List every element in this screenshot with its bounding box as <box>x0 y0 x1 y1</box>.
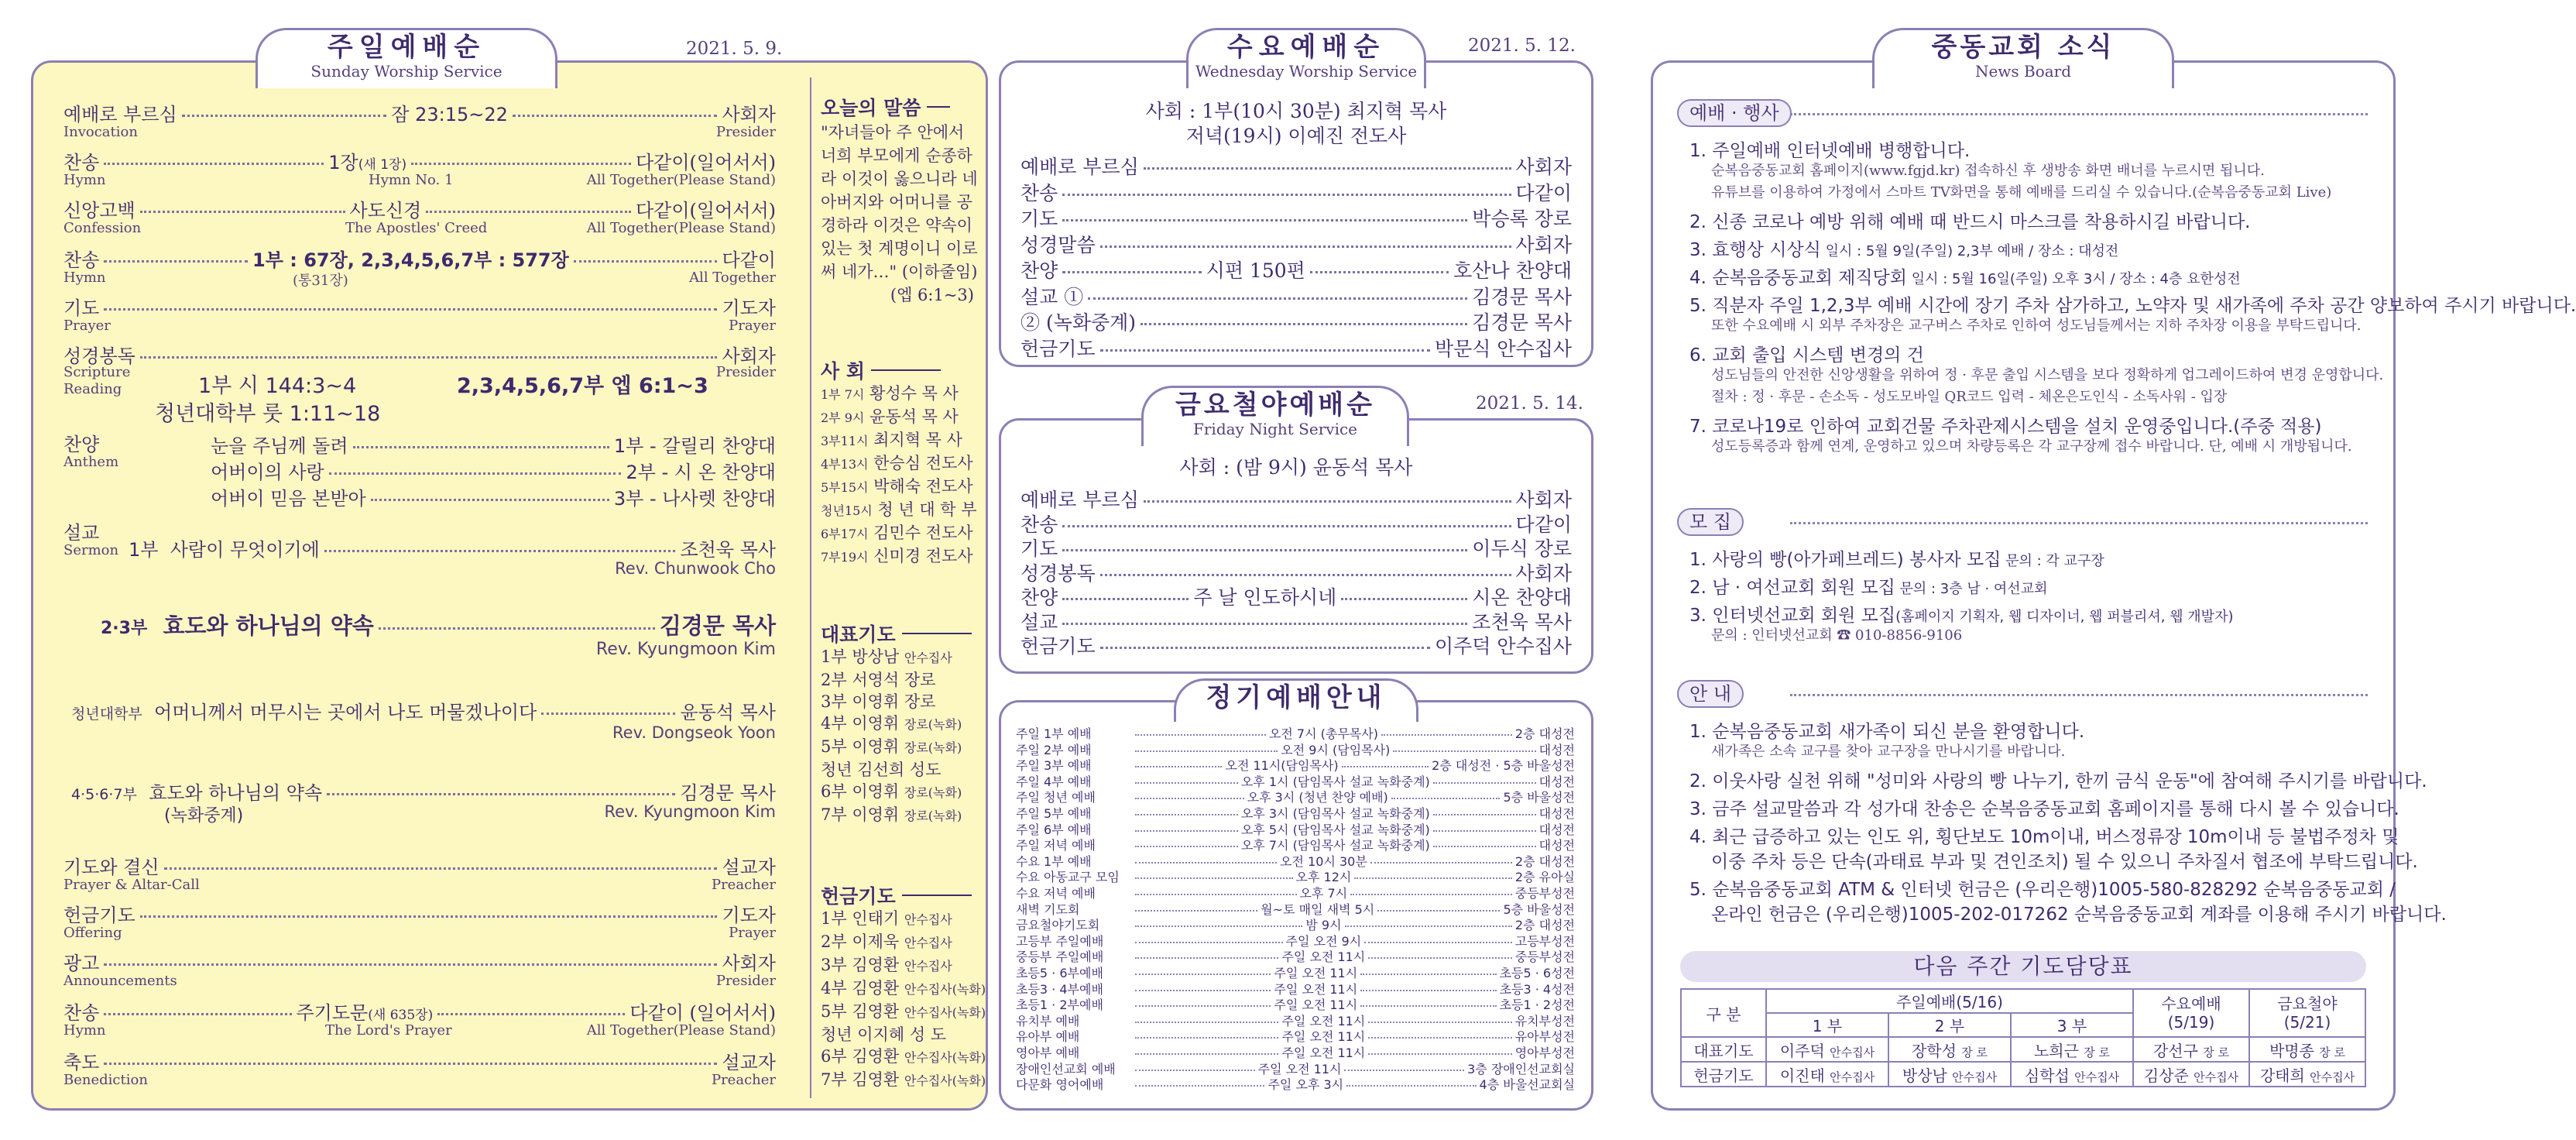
offering-prayer-list: 1부 인태기 안수집사 2부 이제욱 안수집사 3부 김영환 안수집사 4부 김영환 안수집사(녹화) 5부 김영환 안수집사(녹화) 청년 이지혜 성 도 6부 김영환 안수집사(녹화) 7부 김영환 안수집사(녹화) <box>821 909 986 1089</box>
section-guide: 안 내 <box>1677 680 1744 708</box>
bene-right-en: Preacher <box>711 1072 776 1088</box>
host-row: 청년15시 청 년 대 학 부 <box>821 500 977 519</box>
sunday-title-tab <box>256 28 557 88</box>
host-row: 5부15시 박해숙 전도사 <box>821 477 973 496</box>
friday-date: 2021. 5. 14. <box>1476 393 1583 414</box>
order-row: 성경말씀 사회자 <box>1020 233 1572 256</box>
schedule-title-tab <box>1174 678 1418 722</box>
scripture-en2: Reading <box>63 381 122 397</box>
hymn3-en: Hymn <box>63 1022 106 1039</box>
news-item: 7. 코로나19로 인하여 교회건물 주차관제시스템을 설치 운영중입니다.(주중 적용) <box>1689 417 2322 437</box>
host-heading: 사 회 <box>821 356 941 384</box>
sermon-4-en: Rev. Kyungmoon Kim <box>604 802 776 821</box>
news-item-detail: 순복음중동교회 홈페이지(www.fgjd.kr) 접속하신 후 생방송 화면 배너를 누르시면 됩니다. <box>1711 163 2265 179</box>
anthem-row-2: 어버이의 사랑 2부 - 시 온 찬양대 <box>211 462 776 483</box>
scripture-line-2: 청년대학부 룻 1:11~18 <box>155 402 381 426</box>
host-row: 4부13시 한승심 전도사 <box>821 454 973 472</box>
schedule-row: 초등5 · 6부예배 주일 오전 11시 초등5 · 6성전 <box>1016 966 1576 980</box>
news-item-line2: 온라인 헌금은 (우리은행)1005-202-017262 순복음중동교회 계좌를 이용해 주시기 바랍니다. <box>1711 905 2447 925</box>
news-item-detail: 성도등록증과 함께 연계, 운영하고 있으며 차량등록은 각 교구장께 접수 바랍니다. 단, 예배 시 개방됩니다. <box>1711 438 2352 455</box>
order-row: 기도 이두식 장로 <box>1020 537 1572 560</box>
news-item: 1. 순복음중동교회 새가족이 되신 분을 환영합니다. <box>1689 722 2085 742</box>
news-item: 2. 이웃사랑 실천 위해 "성미와 사랑의 빵 나누기, 한끼 금식 운동"에 참여해 주시기를 바랍니다. <box>1689 771 2427 791</box>
schedule-row: 고등부 주일예배 주일 오전 9시 고등부성전 <box>1016 933 1576 949</box>
news-title-tab <box>1872 28 2174 88</box>
hymn1-en: Hymn <box>63 172 106 188</box>
prayer-right-en: Prayer <box>729 318 776 334</box>
schedule-row: 유치부 예배 주일 오전 11시 유치부성전 <box>1016 1013 1575 1028</box>
order-row: 헌금기도 이주덕 안수집사 <box>1020 635 1572 658</box>
news-item-detail: 유튜브를 이용하여 가정에서 스마트 TV화면을 통해 예배를 드리실 수 있습니다.(순복음중동교회 Live) <box>1711 184 2332 201</box>
news-item-detail: 절차 : 정 · 후문 - 손소독 - 성도모바일 QR코드 입력 - 체온은도인식 - 소독사워 - 입장 <box>1711 389 2228 405</box>
section-divider <box>1790 522 2368 524</box>
schedule-row: 장애인선교회 예배 주일 오전 11시 3층 장애인선교회실 <box>1016 1061 1576 1076</box>
announce-right-en: Presider <box>715 973 776 989</box>
invocation-en: Invocation <box>63 124 138 140</box>
order-row: 예배로 부르심 사회자 <box>1020 489 1572 511</box>
order-offering: 헌금기도 기도자 <box>63 905 776 926</box>
host-row: 1부 7시 황성수 목 사 <box>821 384 959 403</box>
news-item: 3. 인터넷선교회 회원 모집(홈페이지 기획자, 웹 디자이너, 웹 퍼블리셔, 웹 개발자) <box>1689 606 2234 626</box>
duty-h-p2: 2 부 <box>1888 1013 2011 1037</box>
schedule-row: 수요 1부 예배 오전 10시 30분 2층 대성전 <box>1016 853 1575 869</box>
wednesday-host-1: 사회 : 1부(10시 30분) 최지혁 목사 <box>1145 100 1447 122</box>
schedule-row: 수요 아동교구 모임 오후 12시 2층 유아실 <box>1016 870 1576 885</box>
host-list <box>821 383 977 568</box>
duty-h-wed: 수요예배 (5/19) <box>2133 989 2249 1037</box>
sunday-date: 2021. 5. 9. <box>686 39 783 59</box>
invocation-right-en: Presider <box>715 124 776 140</box>
duty-row-offering: 헌금기도 이진태 안수집사 방상남 안수집사 심학섭 안수집사 김상준 안수집사 강태희 안수집사 <box>1681 1062 2365 1087</box>
wednesday-host-2: 저녁(19시) 이예진 전도사 <box>1185 125 1407 147</box>
order-row: 예배로 부르심 사회자 <box>1020 156 1572 178</box>
scripture-en1: Scripture <box>63 364 131 380</box>
sunday-divider <box>810 77 811 1098</box>
host-row: 7부19시 신미경 전도사 <box>821 547 973 565</box>
schedule-row: 금요철야기도회 밤 9시 2층 대성전 <box>1016 918 1575 933</box>
schedule-row: 주일 2부 예배 오전 9시 (담임목사) 대성전 <box>1016 742 1575 757</box>
rep-prayer-heading: 대표기도 <box>821 620 972 647</box>
news-item: 4. 순복음중동교회 제직당회 일시 : 5월 16일(주일) 오후 3시 / 장소 : 4층 요한성전 <box>1689 268 2241 288</box>
sermon-3-en: Rev. Dongseok Yoon <box>612 723 776 742</box>
duty-row-representative: 대표기도 이주덕 안수집사 장학성 장 로 노희근 장 로 강선구 장 로 박명종 장 로 <box>1681 1037 2365 1062</box>
todays-word-text: "자녀들아 주 안에서 너희 부모에게 순종하 라 이것이 옳으니라 네 아버지와 어머니를 공 경하라 이것은 약속이 있는 첫 계명이니 이로 써 네가…" (이하줄임) (엡 6:1~3) <box>821 123 978 304</box>
sermon-label: 설교 <box>63 522 100 544</box>
friday-title: 금요철야예배순 <box>1175 390 1375 421</box>
sermon-4: 4·5·6·7부 효도와 하나님의 약속 김경문 목사 <box>71 782 776 804</box>
news-item-detail: 성도님들의 안전한 신앙생활을 위하여 정 · 후문 출입 시스템을 보다 정확하게 업그레이드하여 변경 운영합니다. <box>1711 367 2384 383</box>
order-hymn-2: 찬송 1부 : 67장, 2,3,4,5,6,7부 : 577장 다같이 <box>63 249 776 271</box>
news-item: 3. 금주 설교말씀과 각 성가대 찬송은 순복음중동교회 홈페이지를 통해 다시 볼 수 있습니다. <box>1689 799 2399 819</box>
news-item-line2: 이중 주차 등은 단속(과태료 부과 및 견인조치) 될 수 있으니 주차질서 협조에 부탁드립니다. <box>1711 852 2418 872</box>
order-invocation: 예배로 부르심 잠 23:15~22 사회자 <box>63 104 776 125</box>
scripture-right-en: Presider <box>715 364 776 380</box>
sunday-title: 주일예배순 <box>327 32 486 63</box>
prayer-en: Prayer <box>63 318 111 334</box>
sermon-2-en: Rev. Kyungmoon Kim <box>595 640 776 659</box>
sermon-3: 청년대학부 어머니께서 머무시는 곳에서 나도 머물겠나이다 윤동석 목사 <box>71 702 776 723</box>
section-recruit: 모 집 <box>1677 508 1744 536</box>
news-item: 5. 직분자 주일 1,2,3부 예배 시간에 장기 주차 삼가하고, 노약자 및 새가족에 주차 공간 양보하여 주시기 바랍니다. <box>1689 296 2576 316</box>
order-row: 성경봉독 사회자 <box>1020 561 1572 585</box>
host-row: 6부17시 김민수 전도사 <box>821 524 973 542</box>
order-benediction: 축도 설교자 <box>63 1052 776 1073</box>
schedule-row: 새벽 기도회 월~토 매일 새벽 5시 5층 바울성전 <box>1016 901 1575 917</box>
order-confession: 신앙고백 사도신경 다같이(일어서서) <box>63 200 777 221</box>
todays-word-heading: 오늘의 말씀 <box>821 93 950 121</box>
order-hymn-1: 찬송 1장(새 1장) 다같이(일어서서) <box>63 152 777 173</box>
host-row: 3부11시 최지혁 목 사 <box>821 431 962 449</box>
schedule-row: 주일 3부 예배 오전 11시(담임목사) 2층 대성전 · 5층 바울성전 <box>1016 758 1575 774</box>
news-item: 4. 최근 급증하고 있는 인도 위, 횡단보도 10m이내, 버스정류장 10m이내 등 불법주정차 및 <box>1689 827 2399 847</box>
hymn2-right-en: All Together <box>689 270 776 286</box>
order-row: 기도 박승록 장로 <box>1020 208 1572 230</box>
schedule-row: 수요 저녁 예배 오후 7시 중등부성전 <box>1016 886 1576 901</box>
order-announcements: 광고 사회자 <box>63 953 776 974</box>
scripture-line-1b: 2,3,4,5,6,7부 엡 6:1~3 <box>457 374 708 398</box>
duty-h-p1: 1 부 <box>1766 1013 1888 1037</box>
order-row: 헌금기도 박문식 안수집사 <box>1020 337 1572 360</box>
creed-en: Confession <box>63 220 142 236</box>
altar-en: Prayer & Altar-Call <box>63 877 200 893</box>
news-title: 중동교회 소식 <box>1931 32 2115 63</box>
sunday-subtitle: Sunday Worship Service <box>310 62 503 81</box>
schedule-title: 정기예배안내 <box>1206 682 1387 713</box>
wednesday-date: 2021. 5. 12. <box>1468 36 1576 56</box>
schedule-row: 주일 저녁 예배 오후 7시 (담임목사 설교 녹화중계) 대성전 <box>1016 838 1575 853</box>
order-altar-call: 기도와 결신 설교자 <box>63 857 776 878</box>
duty-h-p3: 3 부 <box>2011 1013 2133 1037</box>
duty-title-bar <box>1680 951 2366 982</box>
schedule-row: 다문화 영어예배 주일 오후 3시 4층 바울선교회실 <box>1016 1077 1576 1093</box>
schedule-row: 주일 6부 예배 오후 5시 (담임목사 설교 녹화중계) 대성전 <box>1016 822 1575 837</box>
sermon-2: 2·3부 효도와 하나님의 약속 김경문 목사 <box>101 613 776 639</box>
hymn1-mid-en: Hymn No. 1 <box>369 172 454 188</box>
hymn3-mid-en: The Lord's Prayer <box>325 1022 452 1039</box>
bene-en: Benediction <box>63 1072 148 1088</box>
schedule-row: 중등부 주일예배 주일 오전 11시 중등부성전 <box>1016 949 1575 965</box>
offering-right-en: Prayer <box>729 925 776 941</box>
duty-h-sunday: 주일예배(5/16) <box>1766 989 2133 1013</box>
schedule-row: 유아부 예배 주일 오전 11시 유아부성전 <box>1016 1029 1575 1045</box>
order-hymn-3: 찬송 주기도문(새 635장) 다같이 (일어서서) <box>63 1002 776 1024</box>
section-divider <box>1790 113 2368 115</box>
friday-title-tab <box>1141 386 1409 446</box>
wednesday-subtitle: Wednesday Worship Service <box>1195 62 1418 81</box>
sermon-4-note: (녹화중계) <box>164 806 244 826</box>
schedule-row: 영아부 예배 주일 오전 11시 영아부성전 <box>1016 1046 1575 1060</box>
schedule-row: 주일 4부 예배 오후 1시 (담임목사 설교 녹화중계) 대성전 <box>1016 774 1575 789</box>
creed-mid-en: The Apostles' Creed <box>345 220 488 236</box>
order-scripture: 성경봉독 사회자 <box>63 345 776 367</box>
offering-prayer-heading: 헌금기도 <box>821 881 972 909</box>
anthem-label: 찬양 <box>63 434 100 455</box>
hymn2-mid-en: (통31장) <box>293 273 348 289</box>
duty-table <box>1680 988 2366 1087</box>
order-row: 설교 조천욱 목사 <box>1020 610 1572 634</box>
order-row: 찬양 주 날 인도하시네 시온 찬양대 <box>1020 586 1572 609</box>
order-row: 찬양 시편 150편 호산나 찬양대 <box>1020 259 1573 282</box>
order-row: ② (녹화중계) 김경문 목사 <box>1020 311 1572 334</box>
news-item-detail: 또한 수요예배 시 외부 주차장은 교구버스 주차로 인하여 성도님들께서는 지하 주차장 이용을 부탁드립니다. <box>1711 318 2362 334</box>
altar-right-en: Preacher <box>711 877 776 893</box>
order-row: 찬송 다같이 <box>1020 181 1572 204</box>
anthem-row-1: 눈을 주님께 돌려 1부 - 갈릴리 찬양대 <box>211 435 776 457</box>
friday-host: 사회 : (밤 9시) 윤동석 목사 <box>1179 456 1413 479</box>
anthem-row-3: 어버이 믿음 본받아 3부 - 나사렛 찬양대 <box>211 488 776 510</box>
news-item: 3. 효행상 시상식 일시 : 5월 9일(주일) 2,3부 예배 / 장소 : 대성전 <box>1689 240 2119 260</box>
creed-right-en: All Together(Please Stand) <box>586 220 776 236</box>
news-item: 2. 신종 코로나 예방 위해 예배 때 반드시 마스크를 착용하시길 바랍니다. <box>1689 212 2251 232</box>
news-item: 2. 남 · 여선교회 회원 모집 문의 : 3층 남 · 여선교회 <box>1689 578 2048 598</box>
section-worship-events: 예배 · 행사 <box>1677 99 1792 127</box>
news-subtitle: News Board <box>1974 62 2072 81</box>
schedule-row: 초등1 · 2부예배 주일 오전 11시 초등1 · 2성전 <box>1016 998 1576 1013</box>
hymn2-en: Hymn <box>63 270 106 286</box>
friday-subtitle: Friday Night Service <box>1192 420 1358 438</box>
news-item-detail: 새가족은 소속 교구를 찾아 교구장을 만나시기를 바랍니다. <box>1711 743 2066 760</box>
sermon-en: Sermon <box>63 542 119 558</box>
news-item: 1. 주일예배 인터넷예배 병행합니다. <box>1689 141 1971 161</box>
hymn1-right-en: All Together(Please Stand) <box>586 172 776 188</box>
news-item: 5. 순복음중동교회 ATM & 인터넷 헌금은 (우리은행)1005-580-828292 순복음중동교회 / <box>1689 880 2396 900</box>
scripture-line-1a: 1부 시 144:3~4 <box>198 374 357 398</box>
duty-title: 다음 주간 기도담당표 <box>1913 953 2133 979</box>
announce-en: Announcements <box>63 973 177 989</box>
order-prayer: 기도 기도자 <box>63 297 776 319</box>
host-row: 2부 9시 윤동석 목 사 <box>821 407 959 426</box>
duty-h-fri: 금요철야 (5/21) <box>2249 989 2365 1037</box>
offering-en: Offering <box>63 925 122 941</box>
schedule-row: 주일 5부 예배 오후 3시 (담임목사 설교 녹화중계) 대성전 <box>1016 806 1575 821</box>
rep-prayer-list: 1부 방상남 안수집사 2부 서영석 장로 3부 이영휘 장로 4부 이영휘 장로(녹화) 5부 이영휘 장로(녹화) 청년 김선희 성도 6부 이영휘 장로(녹화) 7부 이영휘 장로(녹화) <box>821 647 962 824</box>
order-row: 찬송 다같이 <box>1020 513 1572 536</box>
schedule-row: 초등3 · 4부예배 주일 오전 11시 초등3 · 4성전 <box>1016 981 1576 997</box>
sermon-1: 1부 사람이 무엇이기에 조천욱 목사 <box>129 539 776 561</box>
schedule-row: 주일 1부 예배 오전 7시 (총무목사) 2층 대성전 <box>1016 726 1575 741</box>
schedule-row: 주일 청년 예배 오후 3시 (청년 찬양 예배) 5층 바울성전 <box>1016 790 1576 805</box>
wednesday-title-tab <box>1186 28 1426 88</box>
duty-h-label: 구 분 <box>1681 989 1766 1037</box>
order-row: 설교 ① 김경문 목사 <box>1020 285 1572 308</box>
hymn3-right-en: All Together(Please Stand) <box>586 1022 776 1039</box>
news-item-detail: 문의 : 인터넷선교회 ☎ 010-8856-9106 <box>1711 627 1963 644</box>
wednesday-title: 수요예배순 <box>1226 32 1386 63</box>
news-item: 6. 교회 출입 시스템 변경의 건 <box>1689 345 1924 366</box>
news-item: 1. 사랑의 빵(아가페브레드) 봉사자 모집 문의 : 각 교구장 <box>1689 550 2104 570</box>
section-divider <box>1790 694 2368 696</box>
anthem-en: Anthem <box>63 454 119 470</box>
sermon-1-en: Rev. Chunwook Cho <box>615 559 776 578</box>
